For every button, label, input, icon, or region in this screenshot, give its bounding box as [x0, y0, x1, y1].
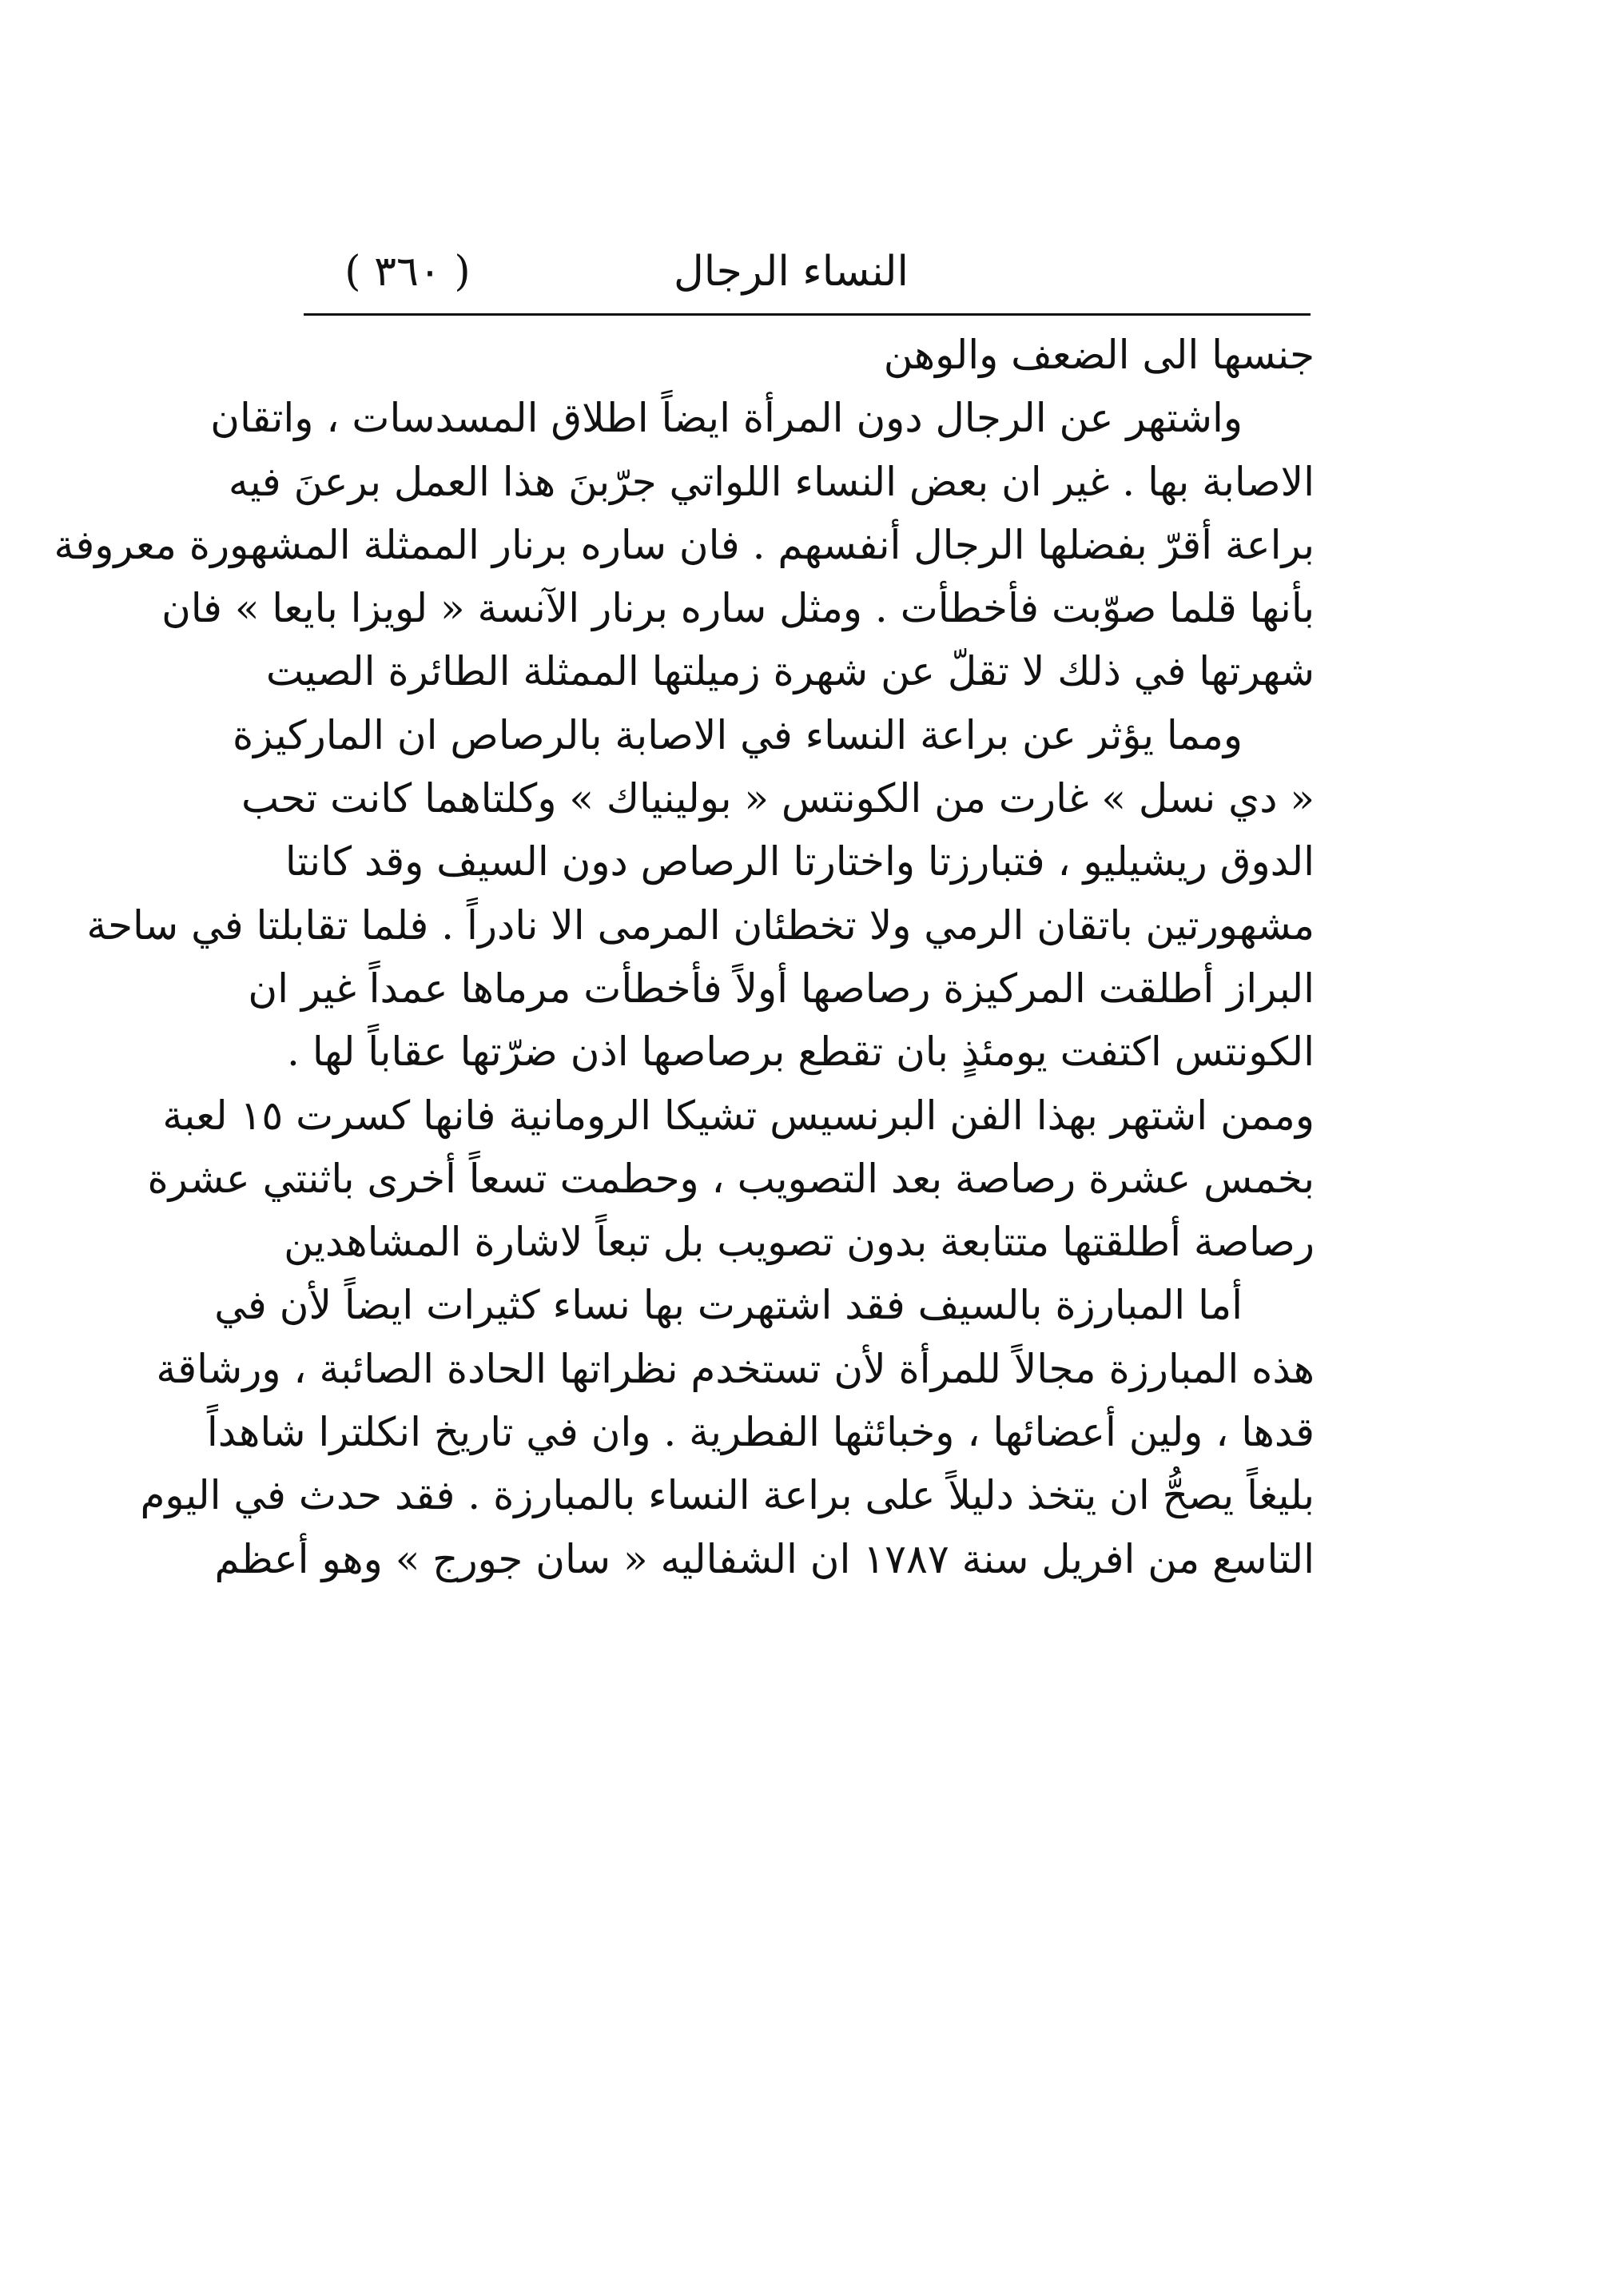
text-line: أما المبارزة بالسيف فقد اشتهرت بها نساء كثيرات ايضاً لأن في — [214, 1282, 1243, 1329]
text-line: هذه المبارزة مجالاً للمرأة لأن تستخدم نظراتها الحادة الصائبة ، ورشاقة — [156, 1345, 1315, 1392]
text-line: مشهورتين باتقان الرمي ولا تخطئان المرمى الا نادراً . فلما تقابلتا في ساحة — [86, 901, 1315, 949]
text-line: بأنها قلما صوّبت فأخطأت . ومثل ساره برنار الآنسة « لويزا بايعا » فان — [161, 585, 1315, 632]
text-line: قدها ، ولين أعضائها ، وخبائثها الفطرية . وان في تاريخ انكلترا شاهداً — [206, 1409, 1315, 1456]
text-line: بخمس عشرة رصاصة بعد التصويب ، وحطمت تسعاً أخرى باثنتي عشرة — [147, 1155, 1315, 1202]
text-line: وممن اشتهر بهذا الفن البرنسيس تشيكا الرومانية فانها كسرت ١٥ لعبة — [162, 1092, 1315, 1139]
text-line: ومما يؤثر عن براعة النساء في الاصابة بالرصاص ان الماركيزة — [232, 711, 1243, 758]
page-header — [304, 240, 1311, 304]
text-line: الدوق ريشيليو ، فتبارزتا واختارتا الرصاص دون السيف وقد كانتا — [284, 838, 1315, 885]
text-line: « دي نسل » غارت من الكونتس « بولينياك » وكلتاهما كانت تحب — [241, 775, 1315, 822]
header-rule — [304, 313, 1311, 316]
text-line: شهرتها في ذلك لا تقلّ عن شهرة زميلتها الممثلة الطائرة الصيت — [265, 648, 1315, 695]
text-line: الكونتس اكتفت يومئذٍ بان تقطع برصاصها اذن ضرّتها عقاباً لها . — [287, 1029, 1315, 1076]
text-line: التاسع من افريل سنة ١٧٨٧ ان الشفاليه « سان جورج » وهو أعظم — [214, 1535, 1315, 1582]
text-line: جنسها الى الضعف والوهن — [883, 332, 1315, 378]
running-title: النساء الرجال — [674, 248, 909, 296]
page-number: ( ٣٦٠ ) — [344, 248, 471, 296]
text-line: الاصابة بها . غير ان بعض النساء اللواتي جرّبنَ هذا العمل برعنَ فيه — [228, 458, 1315, 505]
text-line: رصاصة أطلقتها متتابعة بدون تصويب بل تبعاً لاشارة المشاهدين — [284, 1219, 1315, 1266]
text-line: بليغاً يصحُّ ان يتخذ دليلاً على براعة النساء بالمبارزة . فقد حدث في اليوم — [140, 1472, 1315, 1519]
body-text — [54, 324, 1315, 1591]
text-line: البراز أطلقت المركيزة رصاصها أولاً فأخطأت مرماها عمداً غير ان — [248, 965, 1315, 1012]
text-line: براعة أقرّ بفضلها الرجال أنفسهم . فان ساره برنار الممثلة المشهورة معروفة — [54, 521, 1315, 568]
text-line: واشتهر عن الرجال دون المرأة ايضاً اطلاق المسدسات ، واتقان — [210, 395, 1243, 442]
